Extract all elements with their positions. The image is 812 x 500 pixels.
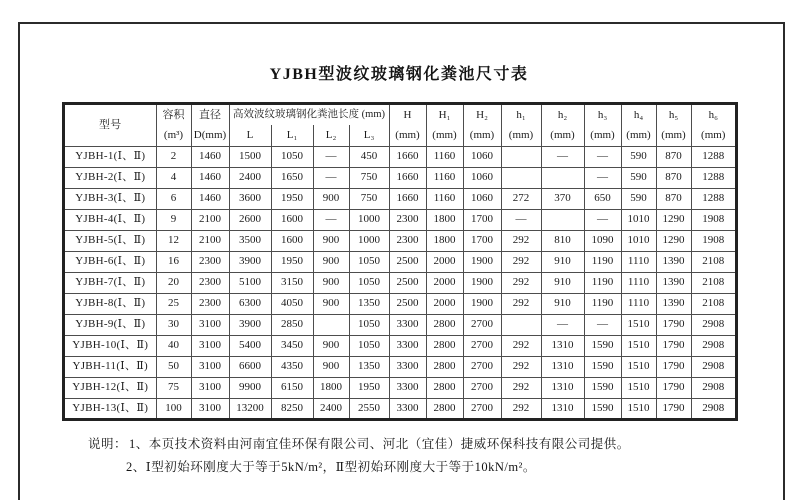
table-cell: 1350 [349, 356, 389, 377]
table-cell: 1390 [656, 272, 691, 293]
table-cell: 1310 [541, 356, 584, 377]
table-cell: 1000 [349, 230, 389, 251]
table-cell: 2108 [691, 251, 736, 272]
table-cell: 3300 [389, 377, 426, 398]
table-row [64, 356, 736, 377]
table-cell: 1190 [584, 293, 621, 314]
table-cell [313, 314, 349, 335]
table-cell: 1310 [541, 398, 584, 419]
table-cell: 1288 [691, 167, 736, 188]
table-cell: 1800 [426, 209, 463, 230]
table-cell: 1950 [271, 251, 313, 272]
table-cell: 2700 [463, 335, 501, 356]
table-cell: 1590 [584, 356, 621, 377]
notes-line-2 [126, 457, 536, 475]
table-cell: 3300 [389, 398, 426, 419]
model-cell: YJBH-8(Ⅰ、Ⅱ) [64, 293, 156, 314]
notes-line-1 [88, 434, 630, 452]
table-cell: 1900 [463, 251, 501, 272]
table-cell: 1950 [349, 377, 389, 398]
table-cell: 3500 [229, 230, 271, 251]
table-cell: 2300 [191, 251, 229, 272]
unit-diameter: D(mm) [191, 125, 229, 146]
table-cell: 910 [541, 272, 584, 293]
table-cell: 1590 [584, 335, 621, 356]
col-header-h2: h₂ [541, 104, 584, 125]
col-header-L3: L₃ [349, 125, 389, 146]
table-cell: 870 [656, 188, 691, 209]
table-cell: 2700 [463, 356, 501, 377]
dimension-table [63, 103, 737, 420]
table-cell: 900 [313, 188, 349, 209]
table-cell: 1900 [463, 293, 501, 314]
col-header-diameter: 直径 [191, 104, 229, 125]
unit-H2: (mm) [463, 125, 501, 146]
table-cell: 1010 [621, 209, 656, 230]
table-cell: 25 [156, 293, 191, 314]
table-cell: 20 [156, 272, 191, 293]
table-cell: 1460 [191, 188, 229, 209]
table-cell: 2700 [463, 314, 501, 335]
table-body [64, 146, 736, 419]
table-cell: 1790 [656, 398, 691, 419]
table-cell: 1600 [271, 230, 313, 251]
table-header [64, 104, 736, 146]
table-cell: 370 [541, 188, 584, 209]
table-cell: 1290 [656, 209, 691, 230]
unit-volume: (m³) [156, 125, 191, 146]
table-cell: 2100 [191, 230, 229, 251]
table-cell: 650 [584, 188, 621, 209]
col-header-h4: h₄ [621, 104, 656, 125]
table-cell: 900 [313, 251, 349, 272]
table-cell: 6300 [229, 293, 271, 314]
table-cell: 1510 [621, 377, 656, 398]
table-cell: 2100 [191, 209, 229, 230]
table-cell: 1060 [463, 188, 501, 209]
table-cell: 910 [541, 293, 584, 314]
table-cell: 900 [313, 272, 349, 293]
table-cell: 1460 [191, 146, 229, 167]
table-cell: 1310 [541, 335, 584, 356]
model-cell: YJBH-7(Ⅰ、Ⅱ) [64, 272, 156, 293]
table-cell [541, 209, 584, 230]
table-cell: 2400 [229, 167, 271, 188]
unit-h2: (mm) [541, 125, 584, 146]
table-cell: — [501, 209, 541, 230]
table-cell: 1050 [271, 146, 313, 167]
col-header-H2: H₂ [463, 104, 501, 125]
unit-h3: (mm) [584, 125, 621, 146]
table-cell: 3300 [389, 314, 426, 335]
table-cell: 100 [156, 398, 191, 419]
table-cell: 2800 [426, 335, 463, 356]
col-header-L1: L₁ [271, 125, 313, 146]
table-cell: 292 [501, 398, 541, 419]
table-cell: 1590 [584, 377, 621, 398]
table-row [64, 188, 736, 209]
table-cell: 1650 [271, 167, 313, 188]
table-cell: — [313, 209, 349, 230]
table-cell: 1660 [389, 146, 426, 167]
table-cell: 1160 [426, 146, 463, 167]
notes-label: 说明： [88, 437, 128, 451]
unit-h6: (mm) [691, 125, 736, 146]
col-header-volume: 容积 [156, 104, 191, 125]
table-cell: 2908 [691, 356, 736, 377]
unit-h4: (mm) [621, 125, 656, 146]
table-cell: 3300 [389, 356, 426, 377]
model-cell: YJBH-5(Ⅰ、Ⅱ) [64, 230, 156, 251]
table-cell: 2000 [426, 293, 463, 314]
table-cell: — [541, 146, 584, 167]
table-cell: 1110 [621, 293, 656, 314]
table-cell: 16 [156, 251, 191, 272]
table-cell: 1510 [621, 335, 656, 356]
model-cell: YJBH-4(Ⅰ、Ⅱ) [64, 209, 156, 230]
table-row [64, 251, 736, 272]
table-cell: 8250 [271, 398, 313, 419]
table-cell: 2600 [229, 209, 271, 230]
table-cell: 1350 [349, 293, 389, 314]
unit-H1: (mm) [426, 125, 463, 146]
table-cell: 1510 [621, 398, 656, 419]
table-cell: 30 [156, 314, 191, 335]
table-cell: 1110 [621, 251, 656, 272]
table-cell: 1700 [463, 230, 501, 251]
table-cell: 13200 [229, 398, 271, 419]
table-cell: — [584, 314, 621, 335]
table-cell: 1288 [691, 146, 736, 167]
table-cell: 1600 [271, 209, 313, 230]
model-cell: YJBH-13(Ⅰ、Ⅱ) [64, 398, 156, 419]
table-cell: 1190 [584, 251, 621, 272]
table-cell: 1190 [584, 272, 621, 293]
table-cell: 2800 [426, 398, 463, 419]
table-cell: 1500 [229, 146, 271, 167]
table-cell: 590 [621, 167, 656, 188]
table-cell: 292 [501, 356, 541, 377]
table-cell: 1460 [191, 167, 229, 188]
table-cell: — [313, 167, 349, 188]
table-cell: 2908 [691, 335, 736, 356]
table-cell: 870 [656, 167, 691, 188]
table-cell: 3100 [191, 335, 229, 356]
col-header-h5: h₅ [656, 104, 691, 125]
table-row [64, 146, 736, 167]
table-cell: 272 [501, 188, 541, 209]
table-cell: 1660 [389, 188, 426, 209]
table-cell: 2500 [389, 251, 426, 272]
table-cell: — [541, 314, 584, 335]
table-cell: 900 [313, 356, 349, 377]
col-header-H: H [389, 104, 426, 125]
table-cell: 292 [501, 335, 541, 356]
table-cell: 2850 [271, 314, 313, 335]
table-cell: — [584, 167, 621, 188]
table-cell: 590 [621, 188, 656, 209]
table-cell: 1390 [656, 251, 691, 272]
table-cell: 1790 [656, 377, 691, 398]
table-cell: 1900 [463, 272, 501, 293]
col-header-model: 型号 [64, 104, 156, 146]
table-cell: 2108 [691, 293, 736, 314]
model-cell: YJBH-3(Ⅰ、Ⅱ) [64, 188, 156, 209]
table-cell: 292 [501, 251, 541, 272]
table-cell: 2500 [389, 272, 426, 293]
table-cell: — [584, 209, 621, 230]
table-cell: 2500 [389, 293, 426, 314]
table-cell: 1790 [656, 314, 691, 335]
table-cell: 2700 [463, 398, 501, 419]
table-cell: 1510 [621, 314, 656, 335]
table-cell: 292 [501, 293, 541, 314]
unit-h1: (mm) [501, 125, 541, 146]
table-cell: 1110 [621, 272, 656, 293]
table-cell: 1060 [463, 167, 501, 188]
table-cell: 3900 [229, 251, 271, 272]
table-cell: 2000 [426, 251, 463, 272]
table-cell: 292 [501, 230, 541, 251]
table-cell: 2400 [313, 398, 349, 419]
table-cell: 1390 [656, 293, 691, 314]
table-cell: 1000 [349, 209, 389, 230]
table-cell: 4350 [271, 356, 313, 377]
table-row [64, 272, 736, 293]
table-cell: 3300 [389, 335, 426, 356]
col-header-L2: L₂ [313, 125, 349, 146]
table-cell: 750 [349, 188, 389, 209]
table-cell: 2000 [426, 272, 463, 293]
col-header-h6: h₆ [691, 104, 736, 125]
table-cell: 2908 [691, 314, 736, 335]
table-row [64, 398, 736, 419]
table-cell: 450 [349, 146, 389, 167]
unit-H: (mm) [389, 125, 426, 146]
model-cell: YJBH-6(Ⅰ、Ⅱ) [64, 251, 156, 272]
table-cell: 2908 [691, 377, 736, 398]
table-cell: 12 [156, 230, 191, 251]
table-row [64, 230, 736, 251]
table-row [64, 335, 736, 356]
table-cell: 3600 [229, 188, 271, 209]
table-cell: 1660 [389, 167, 426, 188]
table-row [64, 209, 736, 230]
table-cell: 2908 [691, 398, 736, 419]
table-cell [501, 146, 541, 167]
table-cell: 4 [156, 167, 191, 188]
table-cell: 2300 [191, 272, 229, 293]
table-cell: 1790 [656, 335, 691, 356]
col-header-L: L [229, 125, 271, 146]
table-cell: 292 [501, 272, 541, 293]
table-cell: 1160 [426, 167, 463, 188]
table-cell: 9900 [229, 377, 271, 398]
table-cell: 3900 [229, 314, 271, 335]
table-cell: 6150 [271, 377, 313, 398]
table-cell: 1288 [691, 188, 736, 209]
table-cell: 3100 [191, 377, 229, 398]
table-cell: 1908 [691, 209, 736, 230]
header-row-2 [64, 125, 736, 146]
table-cell: 900 [313, 230, 349, 251]
model-cell: YJBH-9(Ⅰ、Ⅱ) [64, 314, 156, 335]
col-header-h1: h₁ [501, 104, 541, 125]
table-row [64, 377, 736, 398]
table-cell: 1800 [426, 230, 463, 251]
table-cell [541, 167, 584, 188]
table-cell: 2700 [463, 377, 501, 398]
table-cell: 2800 [426, 377, 463, 398]
table-cell: 2 [156, 146, 191, 167]
table-cell: 3100 [191, 356, 229, 377]
table-cell: 40 [156, 335, 191, 356]
table-cell: 9 [156, 209, 191, 230]
col-header-h3: h₃ [584, 104, 621, 125]
col-header-length-group: 高效波纹玻璃钢化粪池长度 (mm) [229, 104, 389, 125]
table-cell: 900 [313, 335, 349, 356]
table-cell: 2550 [349, 398, 389, 419]
table-cell: 1050 [349, 335, 389, 356]
unit-h5: (mm) [656, 125, 691, 146]
table-cell: 1050 [349, 251, 389, 272]
table-cell: 1090 [584, 230, 621, 251]
table-cell: 3100 [191, 314, 229, 335]
table-cell: 2300 [389, 209, 426, 230]
model-cell: YJBH-11(Ⅰ、Ⅱ) [64, 356, 156, 377]
note-item-1: 1、本页技术资料由河南宜佳环保有限公司、河北（宜佳）捷威环保科技有限公司提供。 [129, 437, 630, 451]
table-cell: 3450 [271, 335, 313, 356]
table-cell: 50 [156, 356, 191, 377]
model-cell: YJBH-2(Ⅰ、Ⅱ) [64, 167, 156, 188]
table-cell: 1060 [463, 146, 501, 167]
table-cell: 2800 [426, 314, 463, 335]
table-cell: 5400 [229, 335, 271, 356]
table-cell: 1590 [584, 398, 621, 419]
table-cell: 292 [501, 377, 541, 398]
table-row [64, 314, 736, 335]
col-header-H1: H₁ [426, 104, 463, 125]
table-cell: 2800 [426, 356, 463, 377]
table-cell: 1290 [656, 230, 691, 251]
model-cell: YJBH-1(Ⅰ、Ⅱ) [64, 146, 156, 167]
table-cell: 1510 [621, 356, 656, 377]
table-cell: 1800 [313, 377, 349, 398]
model-cell: YJBH-10(Ⅰ、Ⅱ) [64, 335, 156, 356]
table-cell: 1310 [541, 377, 584, 398]
table-cell: 1050 [349, 272, 389, 293]
page-title: YJBH型波纹玻璃钢化粪池尺寸表 [269, 66, 529, 83]
table-cell: 1160 [426, 188, 463, 209]
table-cell: 6600 [229, 356, 271, 377]
table-cell: — [313, 146, 349, 167]
table-cell: 1790 [656, 356, 691, 377]
table-cell: 910 [541, 251, 584, 272]
model-cell: YJBH-12(Ⅰ、Ⅱ) [64, 377, 156, 398]
table-cell: 870 [656, 146, 691, 167]
table-cell: 2108 [691, 272, 736, 293]
table-row [64, 293, 736, 314]
table-cell: 3100 [191, 398, 229, 419]
table-cell: 1010 [621, 230, 656, 251]
table-cell: 750 [349, 167, 389, 188]
header-row-1 [64, 104, 736, 125]
note-item-2: 2、Ⅰ型初始环刚度大于等于5kN/m²，Ⅱ型初始环刚度大于等于10kN/m²。 [126, 460, 536, 474]
table-cell: 900 [313, 293, 349, 314]
table-cell: 1700 [463, 209, 501, 230]
table-cell: 2300 [191, 293, 229, 314]
table-cell: 5100 [229, 272, 271, 293]
table-cell [501, 167, 541, 188]
table-cell: 6 [156, 188, 191, 209]
table-cell: 1950 [271, 188, 313, 209]
table-cell: 75 [156, 377, 191, 398]
table-row [64, 167, 736, 188]
table-cell: 810 [541, 230, 584, 251]
table-cell: 3150 [271, 272, 313, 293]
table-cell [501, 314, 541, 335]
table-cell: 1908 [691, 230, 736, 251]
table-cell: 1050 [349, 314, 389, 335]
table-cell: 4050 [271, 293, 313, 314]
table-cell: 2300 [389, 230, 426, 251]
table-cell: — [584, 146, 621, 167]
table-cell: 590 [621, 146, 656, 167]
